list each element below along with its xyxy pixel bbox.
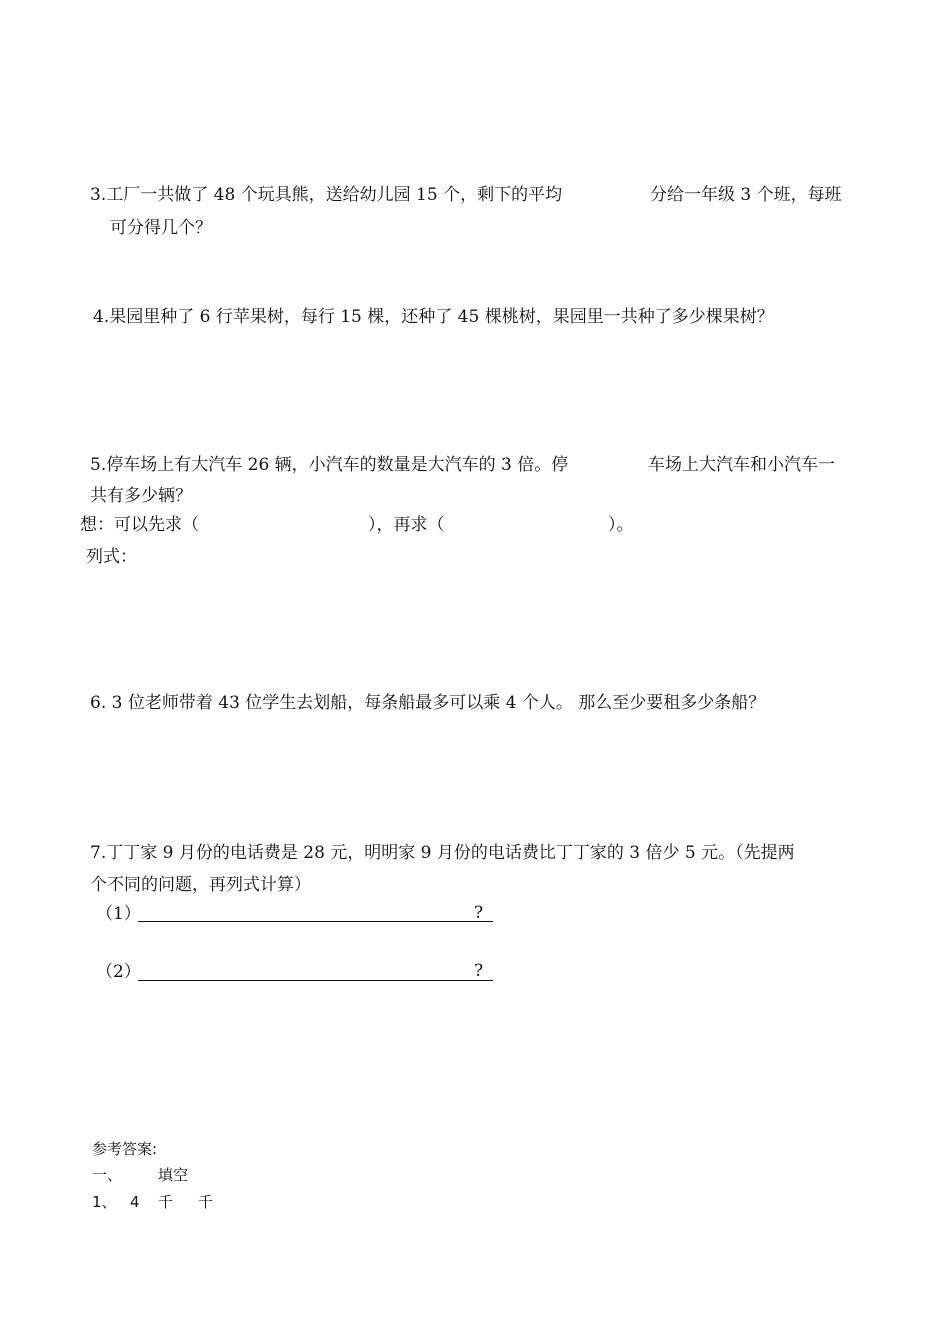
q7-blank1-question-mark: ? — [474, 903, 484, 923]
q5-hint-part1: 想：可以先求（ — [80, 515, 199, 535]
q6-line1: 6. 3 位老师带着 43 位学生去划船，每条船最多可以乘 4 个人。 那么至少要租多少条船？ — [90, 693, 766, 713]
q7-blank2-line[interactable] — [138, 980, 493, 981]
answer-1-value-3: 千 — [198, 1193, 214, 1211]
q7-blank1-label: （1） — [96, 904, 141, 924]
q5-line1-part2: 车场上大汽车和小汽车一 — [648, 455, 835, 475]
q7-blank2-question-mark: ? — [474, 961, 484, 981]
q5-line1-part1: 5.停车场上有大汽车 26 辆，小汽车的数量是大汽车的 3 倍。停 — [90, 455, 569, 475]
answer-1-value-1: 4 — [130, 1193, 140, 1211]
answers-section-name: 填空 — [158, 1166, 189, 1184]
q3-line2: 可分得几个？ — [110, 218, 212, 238]
q7-blank1-line[interactable] — [138, 921, 493, 922]
q5-hint-part3: ）。 — [608, 515, 634, 535]
q7-line1: 7.丁丁家 9 月份的电话费是 28 元，明明家 9 月份的电话费比丁丁家的 3 倍少 5 元。（先提两 — [90, 843, 795, 863]
answer-1-number: 1、 — [92, 1193, 117, 1211]
q7-line2: 个不同的问题，再列式计算） — [90, 875, 311, 895]
q5-formula-label: 列式： — [86, 547, 137, 567]
q4-line1: 4.果园里种了 6 行苹果树，每行 15 棵，还种了 45 棵桃树，果园里一共种了多少棵果树？ — [93, 307, 774, 327]
q5-line2: 共有多少辆？ — [90, 486, 192, 506]
q3-line1-part2: 分给一年级 3 个班，每班 — [650, 185, 842, 205]
q5-hint-part2: ），再求（ — [368, 515, 445, 535]
answer-1-value-2: 千 — [158, 1193, 174, 1211]
q3-line1-part1: 3.工厂一共做了 48 个玩具熊，送给幼儿园 15 个，剩下的平均 — [90, 185, 563, 205]
answers-section-number: 一、 — [92, 1166, 123, 1184]
q7-blank2-label: （2） — [96, 962, 141, 982]
answers-title: 参考答案: — [92, 1140, 158, 1158]
